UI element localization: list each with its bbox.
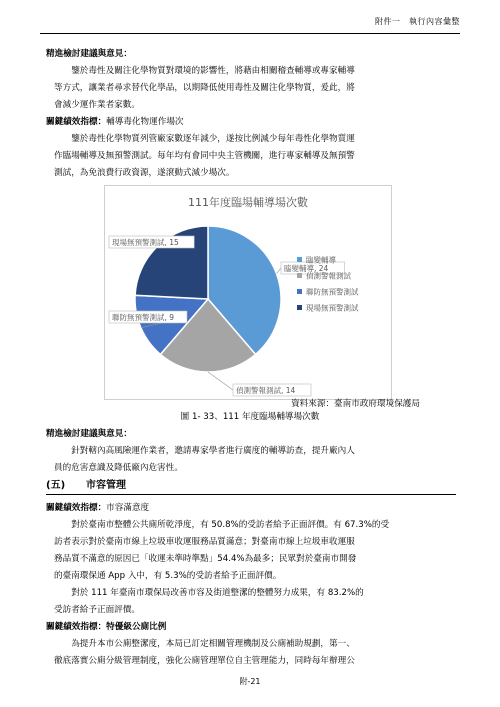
section-label: 市容管理 bbox=[86, 480, 126, 491]
legend-swatch bbox=[297, 289, 302, 294]
block1-line: 會減少運作業者家數。 bbox=[54, 100, 140, 110]
block1-heading: 精進檢討建議與意見： bbox=[46, 49, 132, 59]
page-number: 附-21 bbox=[239, 677, 261, 686]
block2-line: 作臨場輔導及無預警測試。每年均有會同中央主管機關，進行專家輔導及無預警 bbox=[54, 151, 355, 161]
block3-heading: 精進檢討建議與意見： bbox=[46, 429, 132, 439]
data-label: 聯防無預警測試, 9 bbox=[112, 313, 175, 322]
section-title bbox=[46, 476, 126, 491]
legend-label: 偵測警報測試 bbox=[306, 271, 351, 281]
block4-line: 受訪者給予正面評價。 bbox=[54, 605, 140, 615]
block1-line: 鑒於毒性及關注化學物質對環境的影響性，將藉由相關稽查輔導或專家輔導 bbox=[71, 66, 355, 76]
leader-line bbox=[276, 268, 281, 274]
block5-heading: 關鍵績效指標： bbox=[46, 622, 107, 632]
block4-line: 對於臺南市整體公共廁所乾淨度，有 50.8%的受訪者給予正面評價。有 67.3%的受 bbox=[71, 520, 390, 530]
legend-swatch bbox=[297, 273, 302, 278]
block2-heading-value: 輔導毒化物運作場次 bbox=[106, 117, 184, 127]
section-divider bbox=[46, 494, 456, 495]
legend-swatch bbox=[297, 305, 302, 310]
page-content-2 bbox=[46, 426, 456, 477]
block3-line: 針對轄內高風險運作業者，邀請專家學者進行廣度的輔導訪查，提升廠內人 bbox=[71, 446, 355, 456]
block2-line: 測試，為免浪費行政資源，遂滾動式減少場次。 bbox=[54, 168, 235, 178]
block5-heading-value: 特優級公廁比例 bbox=[106, 622, 167, 632]
block4-line: 對於 111 年臺南市環保局改善市容及街道整潔的整體努力成果，有 83.2%的 bbox=[71, 588, 364, 598]
leader-line bbox=[208, 372, 233, 390]
block2-heading: 關鍵績效指標： bbox=[46, 117, 107, 127]
block4-line: 訪者表示對於臺南市線上垃圾車收運服務品質滿意；對臺南市線上垃圾車收運服 bbox=[54, 537, 355, 547]
data-label: 臨變輔導, 24 bbox=[284, 264, 329, 273]
legend-label: 臨變輔導 bbox=[306, 255, 336, 265]
legend-swatch bbox=[297, 257, 302, 262]
page-content-3 bbox=[46, 500, 456, 670]
figure-source: 資料來源：臺南市政府環境保護局 bbox=[291, 399, 420, 409]
legend-label: 聯防無預警測試 bbox=[306, 287, 359, 297]
block1-line: 等方式，讓業者尋求替代化學品，以期降低使用毒性及關注化學物質，爰此，將 bbox=[54, 83, 355, 93]
legend-label: 現場無預警測試 bbox=[306, 303, 359, 313]
pie-chart bbox=[104, 185, 392, 400]
block4-heading: 關鍵績效指標： bbox=[46, 503, 107, 513]
data-label: 現場無預警測試, 15 bbox=[112, 238, 179, 247]
page-header: 附件一 執行內容彙整 bbox=[375, 17, 460, 26]
chart-title: 111年度臨場輔導場次數 bbox=[188, 196, 308, 209]
header-divider bbox=[40, 33, 460, 34]
block5-line: 為提升本市公廁整潔度，本局已訂定相關管理機制及公廁補助規劃，第一、 bbox=[71, 639, 355, 649]
figure-caption: 圖 1- 33、111 年度臨場輔導場次數 bbox=[180, 412, 320, 422]
block4-line: 的臺南環保通 App 入中，有 5.3%的受訪者給予正面評價。 bbox=[54, 571, 282, 581]
section-number: (五) bbox=[46, 480, 66, 491]
block5-line: 徹底落實公廁分級管理制度，強化公廁管理單位自主管理能力，同時每年辦理公 bbox=[54, 656, 355, 666]
data-label: 偵測警報測試, 14 bbox=[236, 386, 296, 395]
block4-heading-value: 市容滿意度 bbox=[106, 503, 150, 513]
page-content bbox=[46, 46, 456, 182]
block3-line: 員的危害意識及降低廠內危害性。 bbox=[54, 463, 183, 473]
block4-line: 務品質不滿意的原因已「收運未準時準點」54.4%為最多；民眾對於臺南市開發 bbox=[54, 554, 357, 564]
block2-line: 鑒於毒性化學物質列管廠家數逐年減少，遂按比例減少每年毒性化學物質運 bbox=[71, 134, 355, 144]
pie-chart-svg bbox=[105, 186, 391, 399]
